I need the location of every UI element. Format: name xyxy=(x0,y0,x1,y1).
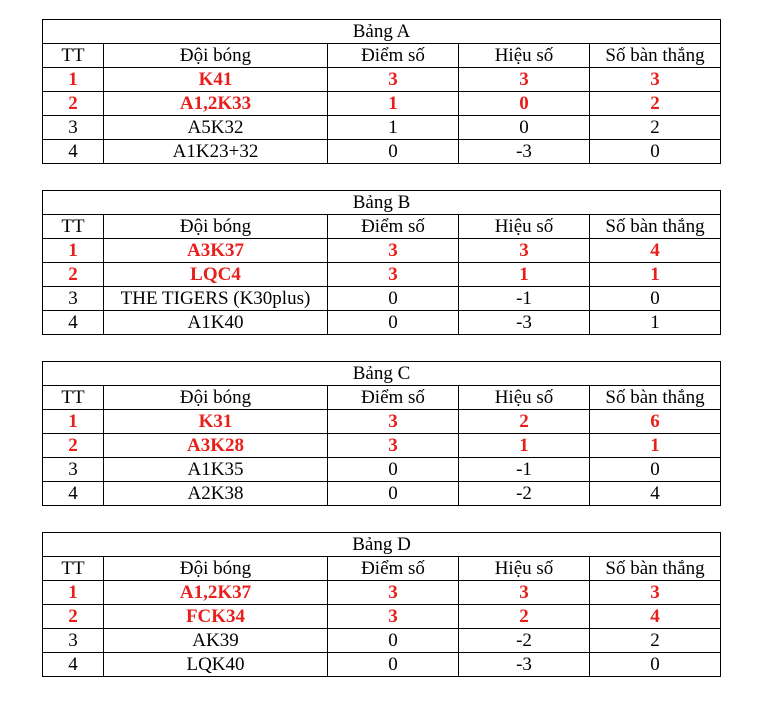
cell-goals-for: 0 xyxy=(590,287,721,311)
group-table-c xyxy=(42,361,721,506)
cell-tt: 2 xyxy=(43,605,104,629)
table-row xyxy=(43,140,721,164)
header-points: Điểm số xyxy=(328,386,459,410)
cell-team: LQK40 xyxy=(104,653,328,677)
table-row xyxy=(43,482,721,506)
group-title: Bảng A xyxy=(43,20,721,44)
header-team: Đội bóng xyxy=(104,386,328,410)
header-goal-diff: Hiệu số xyxy=(459,386,590,410)
cell-tt: 3 xyxy=(43,629,104,653)
cell-tt: 2 xyxy=(43,263,104,287)
header-points: Điểm số xyxy=(328,557,459,581)
table-row xyxy=(43,410,721,434)
header-goal-diff: Hiệu số xyxy=(459,215,590,239)
header-row xyxy=(43,215,721,239)
cell-tt: 2 xyxy=(43,434,104,458)
group-title-row xyxy=(43,362,721,386)
cell-tt: 3 xyxy=(43,287,104,311)
cell-goal-diff: -2 xyxy=(459,629,590,653)
cell-points: 3 xyxy=(328,410,459,434)
header-goals-for: Số bàn thắng xyxy=(590,386,721,410)
cell-team: A1K35 xyxy=(104,458,328,482)
cell-goal-diff: 0 xyxy=(459,116,590,140)
cell-team: FCK34 xyxy=(104,605,328,629)
cell-points: 0 xyxy=(328,629,459,653)
table-row xyxy=(43,605,721,629)
cell-tt: 3 xyxy=(43,116,104,140)
cell-goals-for: 0 xyxy=(590,140,721,164)
cell-goal-diff: -2 xyxy=(459,482,590,506)
header-row xyxy=(43,386,721,410)
header-goals-for: Số bàn thắng xyxy=(590,44,721,68)
cell-goal-diff: 3 xyxy=(459,581,590,605)
cell-points: 3 xyxy=(328,581,459,605)
cell-goal-diff: 3 xyxy=(459,239,590,263)
cell-team: A3K28 xyxy=(104,434,328,458)
group-table-b xyxy=(42,190,721,335)
cell-goal-diff: -3 xyxy=(459,653,590,677)
cell-points: 0 xyxy=(328,482,459,506)
cell-goals-for: 4 xyxy=(590,482,721,506)
cell-goals-for: 0 xyxy=(590,458,721,482)
header-goals-for: Số bàn thắng xyxy=(590,215,721,239)
cell-team: A1K23+32 xyxy=(104,140,328,164)
group-title-row xyxy=(43,20,721,44)
cell-points: 3 xyxy=(328,605,459,629)
cell-points: 0 xyxy=(328,311,459,335)
group-title: Bảng B xyxy=(43,191,721,215)
header-goal-diff: Hiệu số xyxy=(459,44,590,68)
cell-team: A2K38 xyxy=(104,482,328,506)
cell-team: A1K40 xyxy=(104,311,328,335)
cell-goals-for: 1 xyxy=(590,311,721,335)
cell-goal-diff: 0 xyxy=(459,92,590,116)
cell-goal-diff: -1 xyxy=(459,458,590,482)
cell-tt: 1 xyxy=(43,239,104,263)
cell-goal-diff: 2 xyxy=(459,605,590,629)
table-row xyxy=(43,629,721,653)
cell-points: 0 xyxy=(328,140,459,164)
table-row xyxy=(43,263,721,287)
cell-goal-diff: 3 xyxy=(459,68,590,92)
cell-points: 0 xyxy=(328,287,459,311)
cell-points: 0 xyxy=(328,458,459,482)
table-row xyxy=(43,458,721,482)
header-points: Điểm số xyxy=(328,44,459,68)
cell-goals-for: 2 xyxy=(590,116,721,140)
cell-tt: 1 xyxy=(43,410,104,434)
header-row xyxy=(43,557,721,581)
table-row xyxy=(43,311,721,335)
cell-team: K41 xyxy=(104,68,328,92)
cell-goals-for: 2 xyxy=(590,629,721,653)
cell-points: 0 xyxy=(328,653,459,677)
cell-goals-for: 3 xyxy=(590,581,721,605)
cell-team: A1,2K37 xyxy=(104,581,328,605)
group-title: Bảng D xyxy=(43,533,721,557)
cell-goals-for: 1 xyxy=(590,434,721,458)
group-title-row xyxy=(43,533,721,557)
header-team: Đội bóng xyxy=(104,44,328,68)
header-tt: TT xyxy=(43,557,104,581)
table-row xyxy=(43,239,721,263)
header-team: Đội bóng xyxy=(104,557,328,581)
cell-goals-for: 3 xyxy=(590,68,721,92)
table-row xyxy=(43,287,721,311)
cell-tt: 4 xyxy=(43,140,104,164)
table-row xyxy=(43,92,721,116)
header-tt: TT xyxy=(43,386,104,410)
cell-team: AK39 xyxy=(104,629,328,653)
cell-goals-for: 6 xyxy=(590,410,721,434)
cell-points: 1 xyxy=(328,92,459,116)
table-row xyxy=(43,68,721,92)
cell-goals-for: 4 xyxy=(590,605,721,629)
cell-team: THE TIGERS (K30plus) xyxy=(104,287,328,311)
header-row xyxy=(43,44,721,68)
cell-tt: 4 xyxy=(43,311,104,335)
cell-team: LQC4 xyxy=(104,263,328,287)
cell-goals-for: 1 xyxy=(590,263,721,287)
table-row xyxy=(43,116,721,140)
cell-goals-for: 0 xyxy=(590,653,721,677)
cell-tt: 3 xyxy=(43,458,104,482)
cell-points: 3 xyxy=(328,434,459,458)
header-goals-for: Số bàn thắng xyxy=(590,557,721,581)
cell-goal-diff: 1 xyxy=(459,263,590,287)
cell-points: 3 xyxy=(328,263,459,287)
cell-tt: 4 xyxy=(43,653,104,677)
cell-team: A5K32 xyxy=(104,116,328,140)
header-goal-diff: Hiệu số xyxy=(459,557,590,581)
cell-goal-diff: -1 xyxy=(459,287,590,311)
header-points: Điểm số xyxy=(328,215,459,239)
group-title: Bảng C xyxy=(43,362,721,386)
cell-tt: 1 xyxy=(43,581,104,605)
table-row xyxy=(43,653,721,677)
cell-goals-for: 4 xyxy=(590,239,721,263)
cell-goals-for: 2 xyxy=(590,92,721,116)
cell-tt: 2 xyxy=(43,92,104,116)
group-title-row xyxy=(43,191,721,215)
cell-tt: 4 xyxy=(43,482,104,506)
group-table-a xyxy=(42,19,721,164)
cell-team: A1,2K33 xyxy=(104,92,328,116)
cell-team: A3K37 xyxy=(104,239,328,263)
cell-goal-diff: 1 xyxy=(459,434,590,458)
cell-goal-diff: -3 xyxy=(459,311,590,335)
cell-points: 1 xyxy=(328,116,459,140)
table-row xyxy=(43,434,721,458)
cell-points: 3 xyxy=(328,68,459,92)
cell-points: 3 xyxy=(328,239,459,263)
cell-team: K31 xyxy=(104,410,328,434)
header-tt: TT xyxy=(43,215,104,239)
cell-goal-diff: 2 xyxy=(459,410,590,434)
header-team: Đội bóng xyxy=(104,215,328,239)
header-tt: TT xyxy=(43,44,104,68)
group-table-d xyxy=(42,532,721,677)
cell-goal-diff: -3 xyxy=(459,140,590,164)
table-row xyxy=(43,581,721,605)
cell-tt: 1 xyxy=(43,68,104,92)
